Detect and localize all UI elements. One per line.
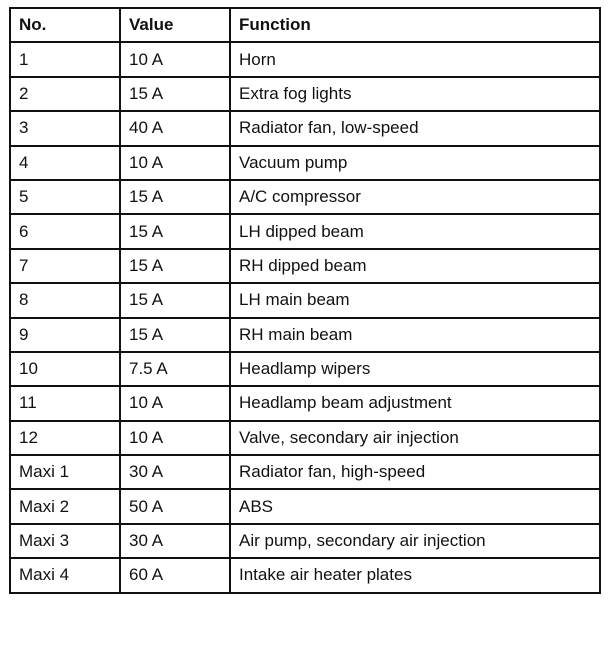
cell-no: Maxi 4 xyxy=(10,558,120,592)
cell-no: 8 xyxy=(10,283,120,317)
table-row xyxy=(10,489,600,523)
cell-value: 10 A xyxy=(120,386,230,420)
table-row xyxy=(10,249,600,283)
cell-no: Maxi 1 xyxy=(10,455,120,489)
cell-value: 40 A xyxy=(120,111,230,145)
cell-value: 7.5 A xyxy=(120,352,230,386)
cell-no: 4 xyxy=(10,146,120,180)
cell-value: 15 A xyxy=(120,77,230,111)
cell-function: Radiator fan, high-speed xyxy=(230,455,600,489)
cell-no: 5 xyxy=(10,180,120,214)
cell-no: 6 xyxy=(10,214,120,248)
cell-value: 15 A xyxy=(120,214,230,248)
table-row xyxy=(10,180,600,214)
cell-function: Headlamp beam adjustment xyxy=(230,386,600,420)
cell-no: 7 xyxy=(10,249,120,283)
table-row xyxy=(10,558,600,592)
cell-no: 1 xyxy=(10,42,120,76)
cell-function: LH dipped beam xyxy=(230,214,600,248)
cell-no: Maxi 2 xyxy=(10,489,120,523)
cell-function: Radiator fan, low-speed xyxy=(230,111,600,145)
cell-no: 2 xyxy=(10,77,120,111)
cell-value: 15 A xyxy=(120,283,230,317)
cell-value: 30 A xyxy=(120,524,230,558)
cell-function: Intake air heater plates xyxy=(230,558,600,592)
table-row xyxy=(10,455,600,489)
cell-no: 9 xyxy=(10,318,120,352)
cell-value: 50 A xyxy=(120,489,230,523)
table-header-row xyxy=(10,8,600,42)
table-row xyxy=(10,524,600,558)
cell-value: 30 A xyxy=(120,455,230,489)
cell-function: Horn xyxy=(230,42,600,76)
cell-function: ABS xyxy=(230,489,600,523)
header-function: Function xyxy=(230,8,600,42)
header-value: Value xyxy=(120,8,230,42)
cell-function: A/C compressor xyxy=(230,180,600,214)
table-row xyxy=(10,111,600,145)
table-row xyxy=(10,42,600,76)
cell-function: Vacuum pump xyxy=(230,146,600,180)
cell-no: 12 xyxy=(10,421,120,455)
cell-function: LH main beam xyxy=(230,283,600,317)
cell-no: 10 xyxy=(10,352,120,386)
cell-no: 3 xyxy=(10,111,120,145)
table-row xyxy=(10,421,600,455)
cell-function: Valve, secondary air injection xyxy=(230,421,600,455)
cell-value: 60 A xyxy=(120,558,230,592)
cell-value: 15 A xyxy=(120,318,230,352)
cell-no: Maxi 3 xyxy=(10,524,120,558)
cell-value: 10 A xyxy=(120,146,230,180)
cell-value: 15 A xyxy=(120,180,230,214)
header-no: No. xyxy=(10,8,120,42)
table-row xyxy=(10,214,600,248)
table-row xyxy=(10,283,600,317)
table-row xyxy=(10,386,600,420)
cell-value: 10 A xyxy=(120,42,230,76)
cell-function: Air pump, secondary air injection xyxy=(230,524,600,558)
cell-value: 15 A xyxy=(120,249,230,283)
cell-no: 11 xyxy=(10,386,120,420)
cell-value: 10 A xyxy=(120,421,230,455)
fuse-table xyxy=(9,7,601,594)
cell-function: Extra fog lights xyxy=(230,77,600,111)
cell-function: RH dipped beam xyxy=(230,249,600,283)
table-row xyxy=(10,352,600,386)
table-row xyxy=(10,318,600,352)
table-row xyxy=(10,146,600,180)
cell-function: Headlamp wipers xyxy=(230,352,600,386)
table-row xyxy=(10,77,600,111)
cell-function: RH main beam xyxy=(230,318,600,352)
